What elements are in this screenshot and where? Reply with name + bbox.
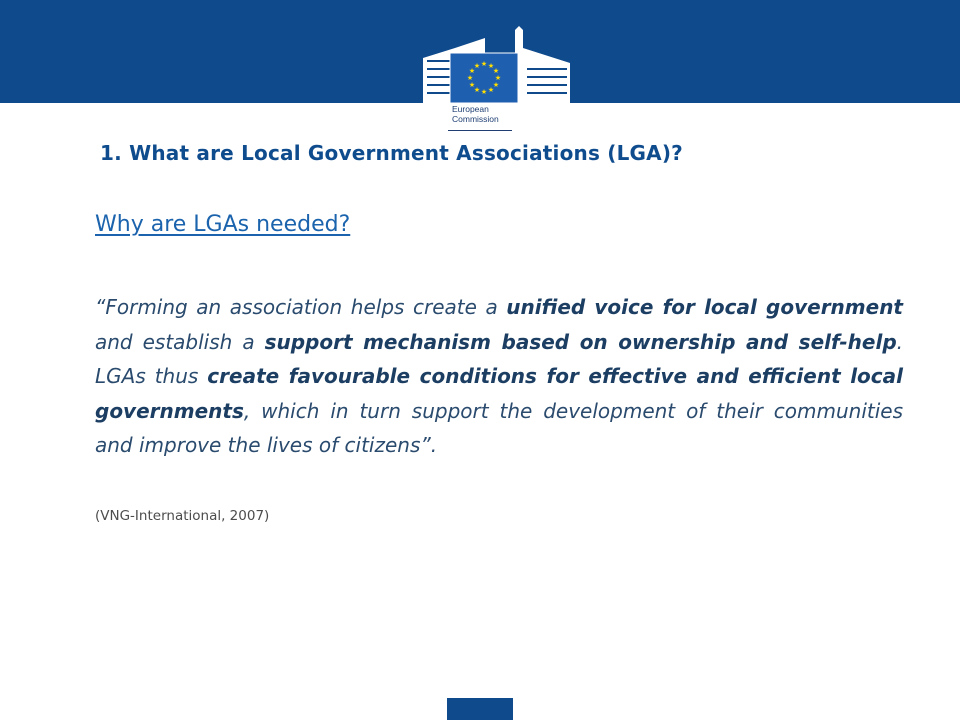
svg-text:★: ★	[468, 67, 476, 75]
svg-text:★: ★	[473, 86, 481, 94]
svg-text:★: ★	[492, 81, 500, 89]
quote-bold-2: support mechanism based on ownership and self-help	[264, 329, 897, 354]
svg-text:★: ★	[468, 81, 476, 89]
citation: (VNG-International, 2007)	[95, 508, 270, 524]
logo-caption-line1: European	[452, 104, 489, 114]
quote-paragraph	[95, 290, 903, 463]
quote-bold-1: unified voice for local government	[506, 295, 903, 319]
quote-bold-3: create favourable conditions for effective and efficient local governments	[95, 364, 903, 423]
svg-text:★: ★	[466, 74, 474, 82]
logo-divider	[448, 130, 512, 131]
footer-tab	[447, 698, 513, 720]
slide-title: 1. What are Local Government Associations (LGA)?	[100, 141, 683, 165]
slide-subtitle: Why are LGAs needed?	[95, 212, 351, 237]
svg-text:★: ★	[487, 86, 495, 94]
quote-text-3: . LGAs thus	[95, 329, 903, 388]
svg-text:★: ★	[494, 74, 502, 82]
svg-text:★: ★	[473, 62, 481, 70]
logo-caption	[452, 104, 522, 124]
svg-text:★: ★	[480, 60, 488, 68]
svg-text:★: ★	[480, 88, 488, 96]
quote-text-4: , which in turn support the development of their communities and improve the lives of citizens”.	[95, 398, 903, 457]
quote-text-1: “Forming an association helps create a	[95, 295, 507, 319]
logo-caption-line2: Commission	[452, 114, 499, 124]
svg-text:★: ★	[492, 67, 500, 75]
svg-text:★: ★	[487, 62, 495, 70]
quote-text-2: and establish a	[95, 329, 265, 354]
